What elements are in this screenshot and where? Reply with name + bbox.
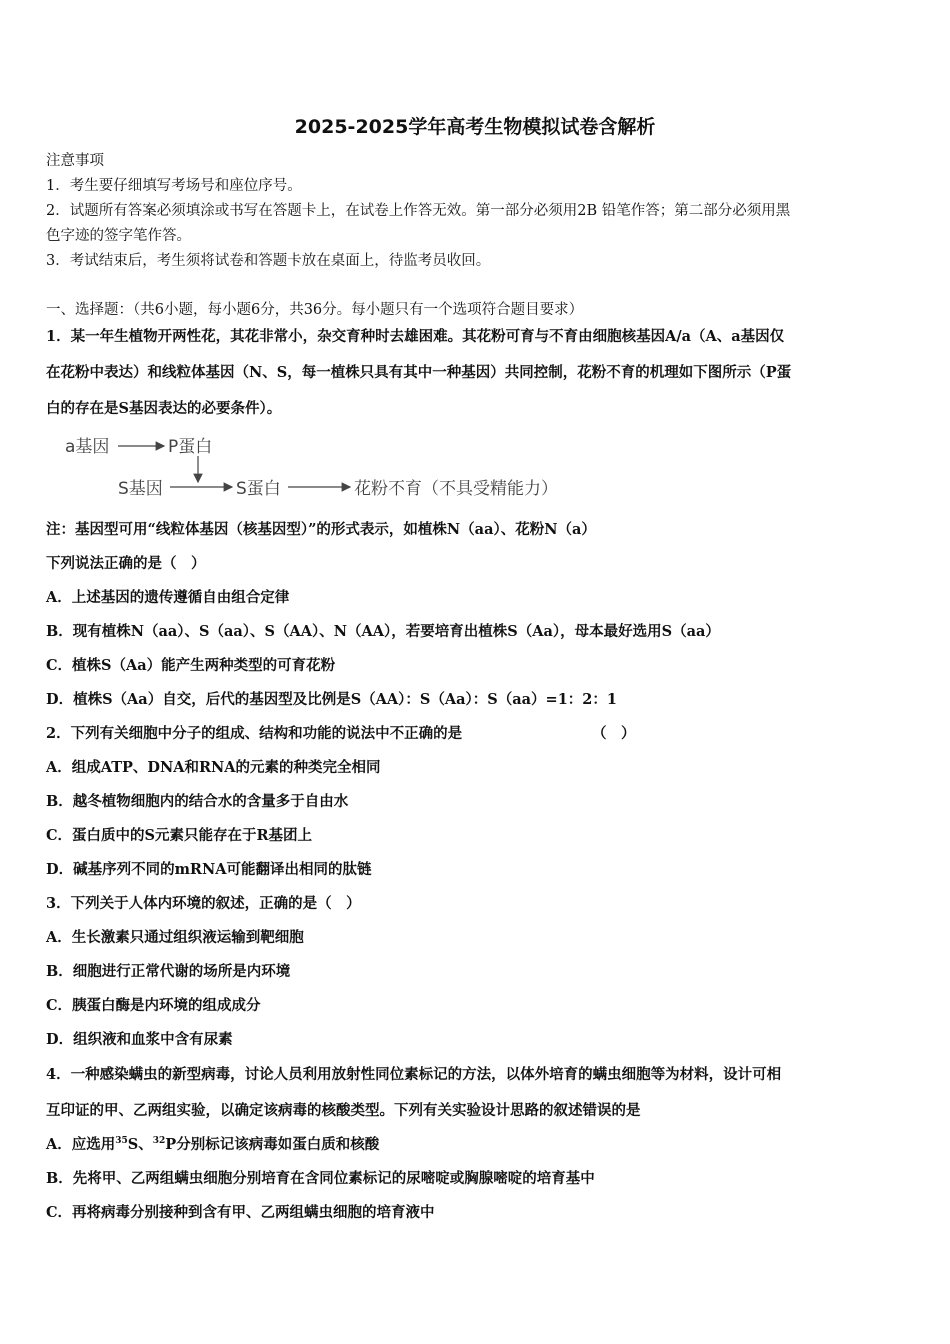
result-label: 花粉不育（不具受精能力）: [354, 479, 558, 499]
option-b: B．细胞进行正常代谢的场所是内环境: [46, 963, 291, 980]
answer-blank: （ ）: [592, 725, 636, 742]
option-d: D．碱基序列不同的mRNA可能翻译出相同的肽链: [46, 861, 372, 878]
notice-item: 2．试题所有答案必须填涂或书写在答题卡上，在试卷上作答无效。第一部分必须用2B 铅笔作答；第二部分必须用黑: [46, 203, 791, 219]
question-prompt: 下列说法正确的是（ ）: [46, 555, 206, 572]
question-stem: 4．一种感染螨虫的新型病毒，讨论人员利用放射性同位素标记的方法，以体外培育的螨虫细胞等为材料，设计可相: [46, 1066, 782, 1083]
pollen-sterility-diagram: [60, 430, 580, 510]
option-a: A．上述基因的遗传遵循自由组合定律: [46, 589, 290, 606]
option-b: B．现有植株N（aa）、S（aa）、S（AA）、N（AA），若要培育出植株S（Aa），母本最好选用S（aa）: [46, 623, 720, 640]
option-a: [46, 1135, 379, 1155]
page-title: 2025-2025学年高考生物模拟试卷含解析: [294, 116, 656, 138]
question-stem: 3．下列关于人体内环境的叙述，正确的是（ ）: [46, 895, 361, 912]
option-b: B．先将甲、乙两组螨虫细胞分别培育在含同位素标记的尿嘧啶或胸腺嘧啶的培育基中: [46, 1170, 595, 1187]
question-stem: 白的存在是S基因表达的必要条件）。: [46, 400, 282, 417]
notice-item: 色字迹的签字笔作答。: [46, 228, 191, 244]
option-a: A．生长激素只通过组织液运输到靶细胞: [46, 929, 304, 946]
diagram-note: 注：基因型可用“线粒体基因（核基因型）”的形式表示，如植株N（aa）、花粉N（a）: [46, 521, 596, 538]
option-c: C．再将病毒分别接种到含有甲、乙两组螨虫细胞的培育液中: [46, 1204, 435, 1221]
option-a: A．组成ATP、DNA和RNA的元素的种类完全相同: [46, 759, 381, 776]
isotope-32: 32: [152, 1136, 166, 1147]
isotope-35: 35: [115, 1136, 128, 1147]
section-heading: 一、选择题：（共6小题，每小题6分，共36分。每小题只有一个选项符合题目要求）: [46, 302, 584, 318]
question-stem: 互印证的甲、乙两组实验，以确定该病毒的核酸类型。下列有关实验设计思路的叙述错误的是: [46, 1102, 641, 1119]
option-a-prefix: A．应选用: [46, 1136, 116, 1153]
option-d: D．组织液和血浆中含有尿素: [46, 1031, 233, 1048]
s-gene-label: S基因: [118, 479, 163, 499]
option-c: C．胰蛋白酶是内环境的组成成分: [46, 997, 261, 1014]
option-b: B．越冬植物细胞内的结合水的含量多于自由水: [46, 793, 349, 810]
question-stem: 1．某一年生植物开两性花，其花非常小，杂交育种时去雄困难。其花粉可育与不育由细胞核基因A/a（A、a基因仅: [46, 328, 785, 345]
p-protein-label: P蛋白: [168, 437, 213, 457]
notice-item: 1．考生要仔细填写考场号和座位序号。: [46, 178, 302, 194]
question-stem: 在花粉中表达）和线粒体基因（N、S，每一植株只具有其中一种基因）共同控制，花粉不育的机理如下图所示（P蛋: [46, 364, 792, 381]
option-a-suffix: P分别标记该病毒如蛋白质和核酸: [165, 1136, 380, 1153]
a-gene-label: a基因: [65, 437, 110, 457]
option-a-mid: S、: [127, 1136, 153, 1153]
notice-heading: 注意事项: [46, 153, 104, 169]
option-c: C．蛋白质中的S元素只能存在于R基团上: [46, 827, 313, 844]
option-d: D．植株S（Aa）自交，后代的基因型及比例是S（AA）：S（Aa）：S（aa）=1：2：1: [46, 691, 617, 708]
question-stem: 2．下列有关细胞中分子的组成、结构和功能的说法中不正确的是: [46, 725, 463, 742]
s-protein-label: S蛋白: [236, 479, 281, 499]
option-c: C．植株S（Aa）能产生两种类型的可育花粉: [46, 657, 336, 674]
notice-item: 3．考试结束后，考生须将试卷和答题卡放在桌面上，待监考员收回。: [46, 253, 491, 269]
